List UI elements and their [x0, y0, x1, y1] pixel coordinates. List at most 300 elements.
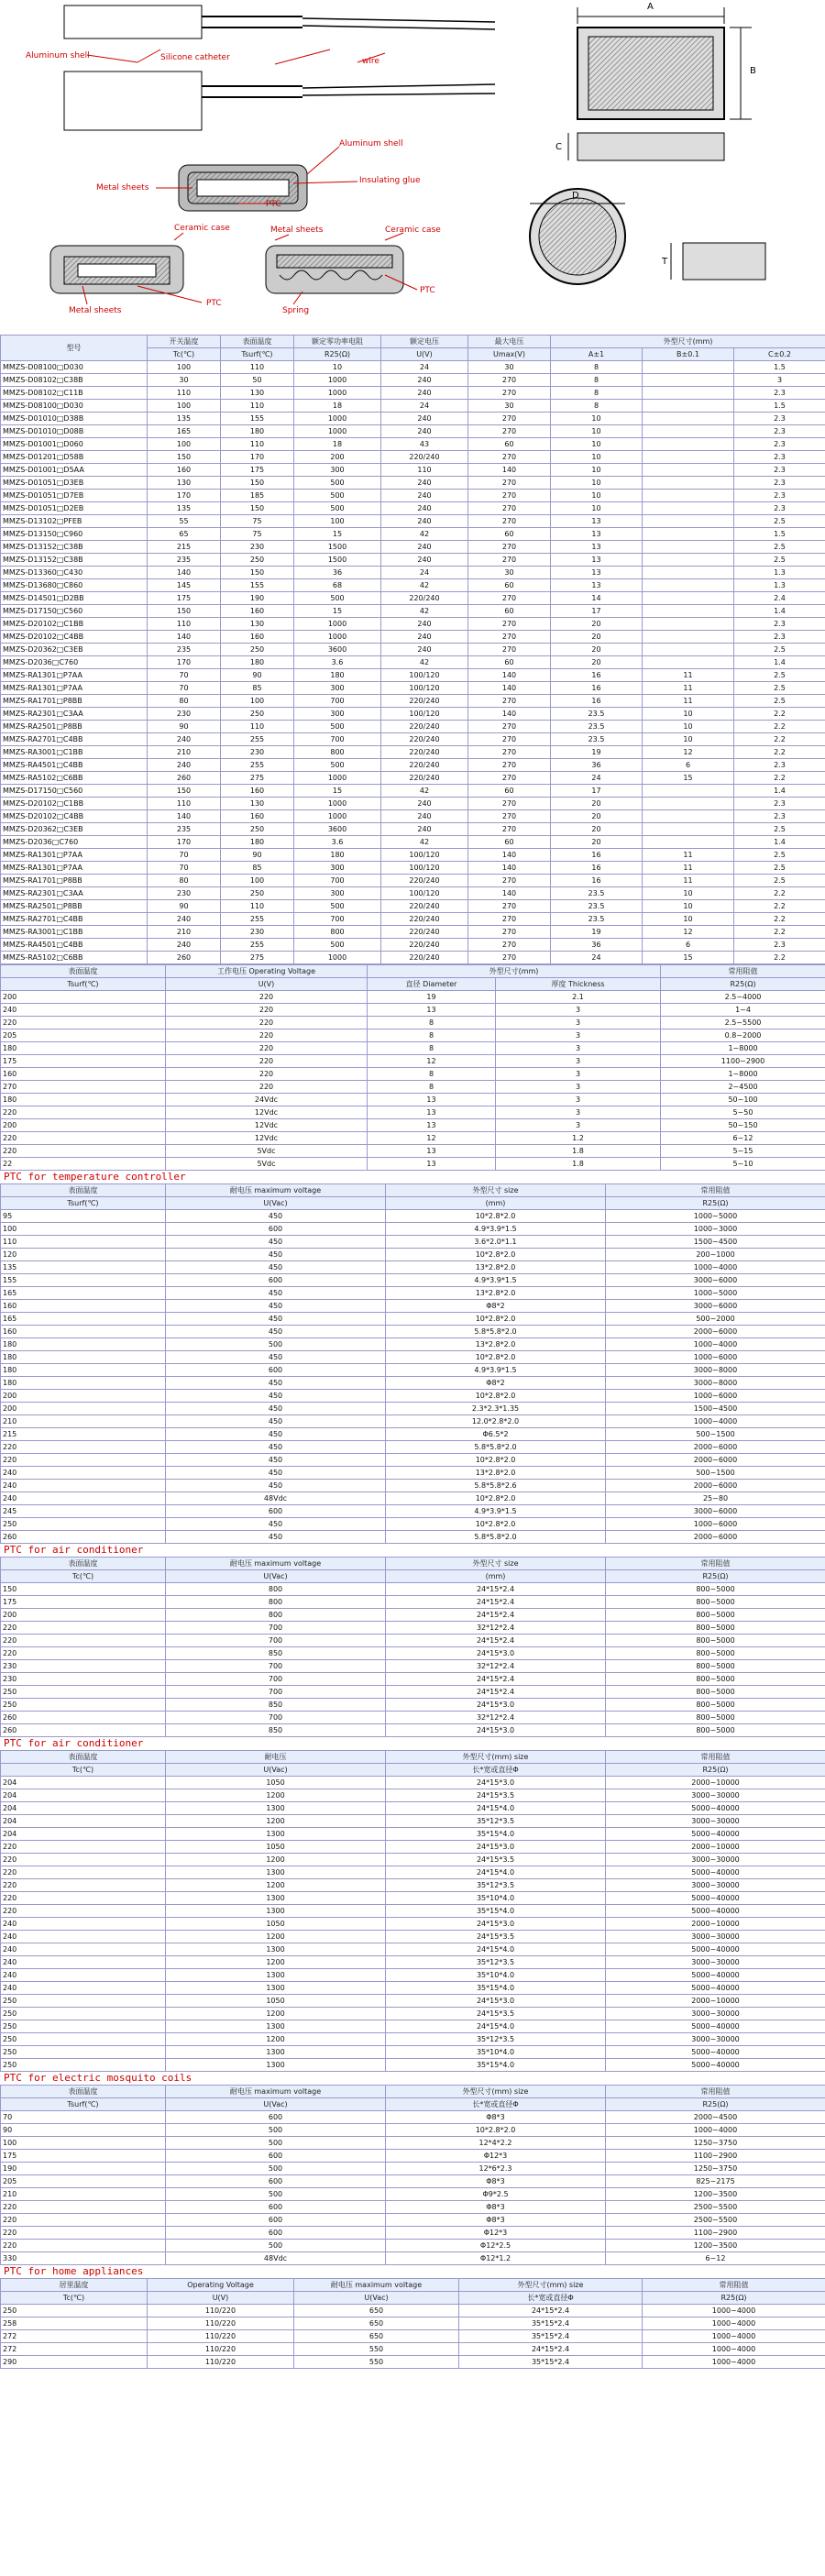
label-spring: Spring — [282, 306, 310, 315]
table-cell: 255 — [221, 913, 294, 926]
table-cell: 180 — [221, 656, 294, 669]
table-row — [1, 1660, 825, 1673]
table-row — [1, 887, 825, 900]
table-cell — [643, 798, 734, 810]
table-row — [1, 810, 825, 823]
table-cell: 开关温度 — [148, 336, 221, 348]
table-header-row — [1, 1558, 825, 1570]
table-cell: Operating Voltage — [148, 2279, 294, 2292]
table-cell: 10*2.8*2.0 — [386, 1454, 606, 1467]
table-cell: 36 — [551, 759, 643, 772]
table-row — [1, 2008, 825, 2020]
table-cell: 190 — [1, 2163, 166, 2175]
table-cell: 长*宽或直径Φ — [386, 1764, 606, 1777]
table-cell: 耐电压 maximum voltage — [166, 1184, 386, 1197]
air-conditioner-body-2 — [1, 1751, 825, 2072]
table-cell: U(Vac) — [166, 1197, 386, 1210]
table-cell: 270 — [468, 733, 551, 746]
table-cell: MMZS-RA1701□P8BB — [1, 695, 148, 708]
table-cell: MMZS-D14501□D2BB — [1, 592, 148, 605]
table-cell: 2000~6000 — [606, 1531, 825, 1544]
table-cell: 450 — [166, 1480, 386, 1492]
table-cell: 4.9*3.9*1.5 — [386, 1364, 606, 1377]
table-cell: 205 — [1, 1029, 166, 1042]
table-cell: 5000~40000 — [606, 1943, 825, 1956]
table-cell: 800 — [166, 1609, 386, 1622]
table-cell: Φ6.5*2 — [386, 1428, 606, 1441]
table-cell: 150 — [148, 785, 221, 798]
table-cell: 3 — [496, 1119, 661, 1132]
table-cell: 600 — [166, 1364, 386, 1377]
table-cell: 90 — [1, 2124, 166, 2137]
table-cell: Φ8*3 — [386, 2175, 606, 2188]
table-row — [1, 1777, 825, 1789]
table-cell: 100/120 — [381, 708, 468, 721]
table-cell: 6 — [643, 939, 734, 952]
table-cell: 2000~10000 — [606, 1777, 825, 1789]
table-cell: R25(Ω) — [606, 1764, 825, 1777]
table-cell: 220/240 — [381, 592, 468, 605]
table-cell: 1.2 — [496, 1132, 661, 1145]
table-cell: 700 — [166, 1673, 386, 1686]
table-cell: 1200~3500 — [606, 2188, 825, 2201]
table-row — [1, 1261, 825, 1274]
table-cell: 110 — [148, 387, 221, 400]
table-cell: 550 — [294, 2343, 459, 2356]
table-cell: 10 — [643, 887, 734, 900]
table-cell: 235 — [148, 554, 221, 567]
table-cell: 110/220 — [148, 2305, 294, 2317]
table-cell: 24*15*4.0 — [386, 1943, 606, 1956]
table-cell: 外型尺寸(mm) size — [459, 2279, 643, 2292]
table-cell: 30 — [468, 361, 551, 374]
table-cell: 110 — [1, 1236, 166, 1249]
table-cell: 13 — [368, 1094, 496, 1106]
table-cell: MMZS-D20362□C3EB — [1, 644, 148, 656]
table-cell: 150 — [221, 477, 294, 490]
table-cell: 3 — [496, 1029, 661, 1042]
table-cell: 19 — [551, 746, 643, 759]
table-cell: 800~5000 — [606, 1622, 825, 1635]
table-cell: 17 — [551, 785, 643, 798]
table-row — [1, 1081, 825, 1094]
table-row — [1, 1622, 825, 1635]
table-cell: 24*15*2.4 — [386, 1673, 606, 1686]
table-cell: 2.3 — [734, 464, 825, 477]
table-cell: 180 — [1, 1042, 166, 1055]
table-cell: 42 — [381, 785, 468, 798]
wired-heater-top — [64, 6, 495, 39]
table-cell: 250 — [221, 644, 294, 656]
table-cell: 3000~30000 — [606, 1931, 825, 1943]
table-row — [1, 1905, 825, 1918]
table-cell: 常用阻值 — [661, 965, 825, 978]
table-cell: 16 — [551, 669, 643, 682]
table-cell: 650 — [294, 2330, 459, 2343]
table-cell: 1300 — [166, 2020, 386, 2033]
table-cell: 230 — [221, 746, 294, 759]
table-cell: 10 — [551, 413, 643, 425]
table-cell: 工作电压 Operating Voltage — [166, 965, 368, 978]
table-cell: 270 — [468, 502, 551, 515]
table-cell: 3 — [496, 1068, 661, 1081]
table-cell: MMZS-D13102□PFEB — [1, 515, 148, 528]
table-cell: 10*2.8*2.0 — [386, 1249, 606, 1261]
table-cell: 2.3 — [734, 387, 825, 400]
main-spec-body — [1, 336, 825, 964]
table-row — [1, 836, 825, 849]
table-cell: 240 — [381, 631, 468, 644]
table-cell: Tsurf(℃) — [1, 978, 166, 991]
table-cell: 70 — [148, 862, 221, 875]
table-cell: 600 — [166, 2150, 386, 2163]
table-cell: 13 — [368, 1158, 496, 1171]
table-cell: 165 — [148, 425, 221, 438]
label-insulating-glue: Insulating glue — [359, 176, 421, 185]
table-cell: 220 — [1, 1854, 166, 1866]
table-cell: 13 — [368, 1004, 496, 1017]
table-cell: 1000 — [294, 425, 381, 438]
table-row — [1, 567, 825, 579]
table-cell: 10 — [551, 425, 643, 438]
table-cell: 24*15*3.0 — [386, 1918, 606, 1931]
table-cell: 240 — [1, 1492, 166, 1505]
table-cell: 10 — [551, 490, 643, 502]
table-cell: 5000~40000 — [606, 2059, 825, 2072]
label-aluminum-shell: Aluminum shell — [26, 51, 90, 61]
table-cell: 220 — [1, 2201, 166, 2214]
table-row — [1, 1712, 825, 1724]
table-cell: 140 — [468, 849, 551, 862]
table-cell: U(V) — [166, 978, 368, 991]
table-cell: 500 — [166, 2124, 386, 2137]
table-cell: 160 — [1, 1300, 166, 1313]
table-cell: 4.9*3.9*1.5 — [386, 1223, 606, 1236]
table-cell: 215 — [1, 1428, 166, 1441]
table-cell: 1300 — [166, 1866, 386, 1879]
table-cell: 12Vdc — [166, 1106, 368, 1119]
table-cell: 35*15*2.4 — [459, 2330, 643, 2343]
table-cell: 175 — [148, 592, 221, 605]
table-cell: 250 — [1, 1995, 166, 2008]
table-cell — [643, 836, 734, 849]
table-cell: 220 — [1, 1647, 166, 1660]
table-cell: 80 — [148, 695, 221, 708]
table-cell: 165 — [1, 1287, 166, 1300]
table-cell: 180 — [1, 1364, 166, 1377]
table-cell: 1200 — [166, 1815, 386, 1828]
table-cell: 3000~6000 — [606, 1505, 825, 1518]
table-cell: 220 — [166, 991, 368, 1004]
table-cell — [643, 644, 734, 656]
table-cell: 450 — [166, 1390, 386, 1403]
table-cell: 2.3 — [734, 939, 825, 952]
table-cell: 240 — [381, 644, 468, 656]
table-cell: 240 — [1, 1956, 166, 1969]
table-cell — [643, 451, 734, 464]
table-cell: 2.2 — [734, 708, 825, 721]
table-row — [1, 1004, 825, 1017]
table-cell: 2.2 — [734, 746, 825, 759]
table-cell: 16 — [551, 862, 643, 875]
table-cell: 11 — [643, 862, 734, 875]
table-cell: 1200 — [166, 1956, 386, 1969]
table-cell: 270 — [468, 374, 551, 387]
table-cell: 6 — [643, 759, 734, 772]
table-cell: 200 — [1, 1390, 166, 1403]
table-row — [1, 1017, 825, 1029]
table-cell: 20 — [551, 656, 643, 669]
table-cell: 180 — [221, 836, 294, 849]
table-row — [1, 2137, 825, 2150]
table-cell: 外型尺寸(mm) size — [386, 2086, 606, 2098]
table-cell: 220 — [1, 1841, 166, 1854]
table-cell: 厚度 Thickness — [496, 978, 661, 991]
table-cell: 1.3 — [734, 579, 825, 592]
table-cell: 2.1 — [496, 991, 661, 1004]
table-cell: 36 — [551, 939, 643, 952]
table-cell: 1000~4000 — [606, 2124, 825, 2137]
table-cell: 800~5000 — [606, 1712, 825, 1724]
table-row — [1, 425, 825, 438]
table-cell: 1300 — [166, 1802, 386, 1815]
table-cell: MMZS-D01051□D3EB — [1, 477, 148, 490]
section-title-temperature-controller: PTC for temperature controller — [4, 1171, 186, 1183]
table-cell: 500 — [294, 502, 381, 515]
table-cell: 700 — [294, 733, 381, 746]
table-cell: 135 — [148, 502, 221, 515]
table-row — [1, 1609, 825, 1622]
table-cell: 450 — [166, 1313, 386, 1326]
table-cell: 2000~10000 — [606, 1918, 825, 1931]
table-cell: 19 — [551, 926, 643, 939]
table-cell — [643, 387, 734, 400]
table-cell: 1000~4000 — [643, 2305, 825, 2317]
table-cell: 5000~40000 — [606, 2020, 825, 2033]
table-cell: 1.8 — [496, 1158, 661, 1171]
table-cell: 8 — [368, 1068, 496, 1081]
table-cell: 160 — [221, 810, 294, 823]
table-cell: 3000~30000 — [606, 2008, 825, 2020]
table-cell: 270 — [468, 515, 551, 528]
table-row — [1, 541, 825, 554]
table-cell: 2.5~4000 — [661, 991, 825, 1004]
table-cell — [643, 502, 734, 515]
table-cell: 100/120 — [381, 849, 468, 862]
table-cell — [643, 413, 734, 425]
table-cell: 2.3*2.3*1.35 — [386, 1403, 606, 1415]
table-cell: 23.5 — [551, 900, 643, 913]
table-row — [1, 656, 825, 669]
table-cell: 12Vdc — [166, 1119, 368, 1132]
table-cell: 0.8~2000 — [661, 1029, 825, 1042]
label-aluminum-shell-section: Aluminum shell — [339, 139, 403, 149]
table-cell: 90 — [148, 900, 221, 913]
table-cell: 450 — [166, 1531, 386, 1544]
table-cell: 2.5 — [734, 823, 825, 836]
table-cell: MMZS-D13152□C38B — [1, 541, 148, 554]
table-cell: 140 — [468, 887, 551, 900]
table-cell: 35*15*4.0 — [386, 1905, 606, 1918]
table-cell: 1500~4500 — [606, 1236, 825, 1249]
temperature-controller-table — [0, 1183, 825, 1544]
table-cell: 90 — [221, 669, 294, 682]
table-cell: 24*15*2.4 — [386, 1583, 606, 1596]
table-cell: 500 — [294, 939, 381, 952]
table-cell: 220 — [1, 1106, 166, 1119]
section-title-mosquito-coils: PTC for electric mosquito coils — [4, 2072, 192, 2084]
table-header-row — [1, 2279, 825, 2292]
table-cell: R25(Ω) — [606, 2098, 825, 2111]
table-cell: 270 — [468, 490, 551, 502]
table-cell: 23.5 — [551, 887, 643, 900]
table-cell: 2.3 — [734, 798, 825, 810]
table-cell: 270 — [468, 541, 551, 554]
table-cell: 10 — [643, 900, 734, 913]
table-cell: MMZS-D01201□D58B — [1, 451, 148, 464]
table-cell: 1.3 — [734, 567, 825, 579]
table-cell: MMZS-D13360□C430 — [1, 567, 148, 579]
table-cell: 600 — [166, 2201, 386, 2214]
table-cell: 20 — [551, 810, 643, 823]
table-cell: 5000~40000 — [606, 1892, 825, 1905]
table-row — [1, 1982, 825, 1995]
table-cell: 1050 — [166, 1995, 386, 2008]
table-cell: 13 — [368, 1145, 496, 1158]
table-cell: 10*2.8*2.0 — [386, 1492, 606, 1505]
table-cell: Φ8*2 — [386, 1300, 606, 1313]
table-row — [1, 1403, 825, 1415]
table-row — [1, 1094, 825, 1106]
table-cell: 220 — [166, 1004, 368, 1017]
table-cell: R25(Ω) — [661, 978, 825, 991]
table-cell: 1200 — [166, 1931, 386, 1943]
table-cell: 1000 — [294, 413, 381, 425]
table-cell: 13 — [551, 515, 643, 528]
table-cell: 8 — [551, 400, 643, 413]
table-cell: 3 — [496, 1081, 661, 1094]
wired-heater-bottom — [64, 50, 495, 130]
table-cell: U(Vac) — [166, 1764, 386, 1777]
table-cell: 3000~30000 — [606, 1854, 825, 1866]
table-cell: Φ12*3 — [386, 2150, 606, 2163]
table-cell: 24*15*3.5 — [386, 2008, 606, 2020]
table-cell: 12 — [368, 1132, 496, 1145]
table-cell: 1000 — [294, 618, 381, 631]
table-cell: 24*15*3.0 — [386, 1724, 606, 1737]
table-cell: 220/240 — [381, 913, 468, 926]
table-cell: 24*15*2.4 — [386, 1635, 606, 1647]
table-cell: 24*15*3.5 — [386, 1931, 606, 1943]
label-metal-sheets-right: Metal sheets — [270, 226, 324, 235]
table-cell: 220/240 — [381, 875, 468, 887]
table-cell: 5000~40000 — [606, 1866, 825, 1879]
table-cell: C±0.2 — [734, 348, 825, 361]
table-row — [1, 644, 825, 656]
table-cell: 8 — [551, 361, 643, 374]
table-cell: 240 — [381, 502, 468, 515]
table-row — [1, 1029, 825, 1042]
table-cell: 2000~6000 — [606, 1454, 825, 1467]
table-cell: 100 — [148, 361, 221, 374]
table-cell: 220/240 — [381, 900, 468, 913]
table-cell: 5Vdc — [166, 1145, 368, 1158]
table-cell: 耐电压 maximum voltage — [166, 2086, 386, 2098]
table-header-row — [1, 2086, 825, 2098]
table-cell: 450 — [166, 1377, 386, 1390]
table-cell: 450 — [166, 1236, 386, 1249]
table-cell: 500 — [294, 900, 381, 913]
table-row — [1, 926, 825, 939]
product-illustrations — [0, 0, 825, 335]
table-header-row — [1, 1197, 825, 1210]
table-cell: 2.2 — [734, 926, 825, 939]
table-cell: 170 — [221, 451, 294, 464]
table-row — [1, 1931, 825, 1943]
table-cell: Tsurf(℃) — [1, 1197, 166, 1210]
table-cell: 300 — [294, 862, 381, 875]
table-row — [1, 1223, 825, 1236]
table-cell: 800~5000 — [606, 1686, 825, 1699]
table-cell: 3600 — [294, 644, 381, 656]
table-cell: 220 — [1, 1441, 166, 1454]
table-cell: 800 — [166, 1583, 386, 1596]
table-cell: (mm) — [386, 1197, 606, 1210]
table-cell: MMZS-D01010□D08B — [1, 425, 148, 438]
table-row — [1, 631, 825, 644]
table-cell: 100/120 — [381, 682, 468, 695]
table-cell: 16 — [551, 695, 643, 708]
table-cell: 75 — [221, 528, 294, 541]
table-cell: 60 — [468, 785, 551, 798]
table-cell: 2000~4500 — [606, 2111, 825, 2124]
table-cell: Φ8*3 — [386, 2111, 606, 2124]
table-cell: (mm) — [386, 1570, 606, 1583]
table-cell: 24*15*2.4 — [459, 2343, 643, 2356]
table-cell: 3 — [496, 1004, 661, 1017]
table-cell: 1000~5000 — [606, 1287, 825, 1300]
table-cell: 250 — [221, 708, 294, 721]
table-cell: MMZS-RA5102□C6BB — [1, 952, 148, 964]
table-cell: 20 — [551, 823, 643, 836]
table-cell: MMZS-D17150□C560 — [1, 605, 148, 618]
table-cell: 1000 — [294, 772, 381, 785]
table-cell: 1000 — [294, 387, 381, 400]
table-cell: 最大电压 — [468, 336, 551, 348]
table-cell: 850 — [166, 1724, 386, 1737]
table-cell: 2.3 — [734, 618, 825, 631]
table-cell: 35*12*3.5 — [386, 2033, 606, 2046]
table-row — [1, 900, 825, 913]
table-row — [1, 1724, 825, 1737]
table-cell: 24*15*3.0 — [386, 1647, 606, 1660]
table-row — [1, 1531, 825, 1544]
table-row — [1, 1699, 825, 1712]
table-cell: 1.5 — [734, 361, 825, 374]
home-appliances-body — [1, 2279, 825, 2369]
table-cell: 35*15*4.0 — [386, 1982, 606, 1995]
table-cell: 60 — [468, 438, 551, 451]
table-cell: 100 — [148, 438, 221, 451]
table-cell: 2.5 — [734, 695, 825, 708]
table-row — [1, 708, 825, 721]
table-cell: 55 — [148, 515, 221, 528]
table-cell: 2.2 — [734, 772, 825, 785]
table-row — [1, 2317, 825, 2330]
table-cell: 5Vdc — [166, 1158, 368, 1171]
table-cell: 250 — [221, 823, 294, 836]
table-row — [1, 1428, 825, 1441]
